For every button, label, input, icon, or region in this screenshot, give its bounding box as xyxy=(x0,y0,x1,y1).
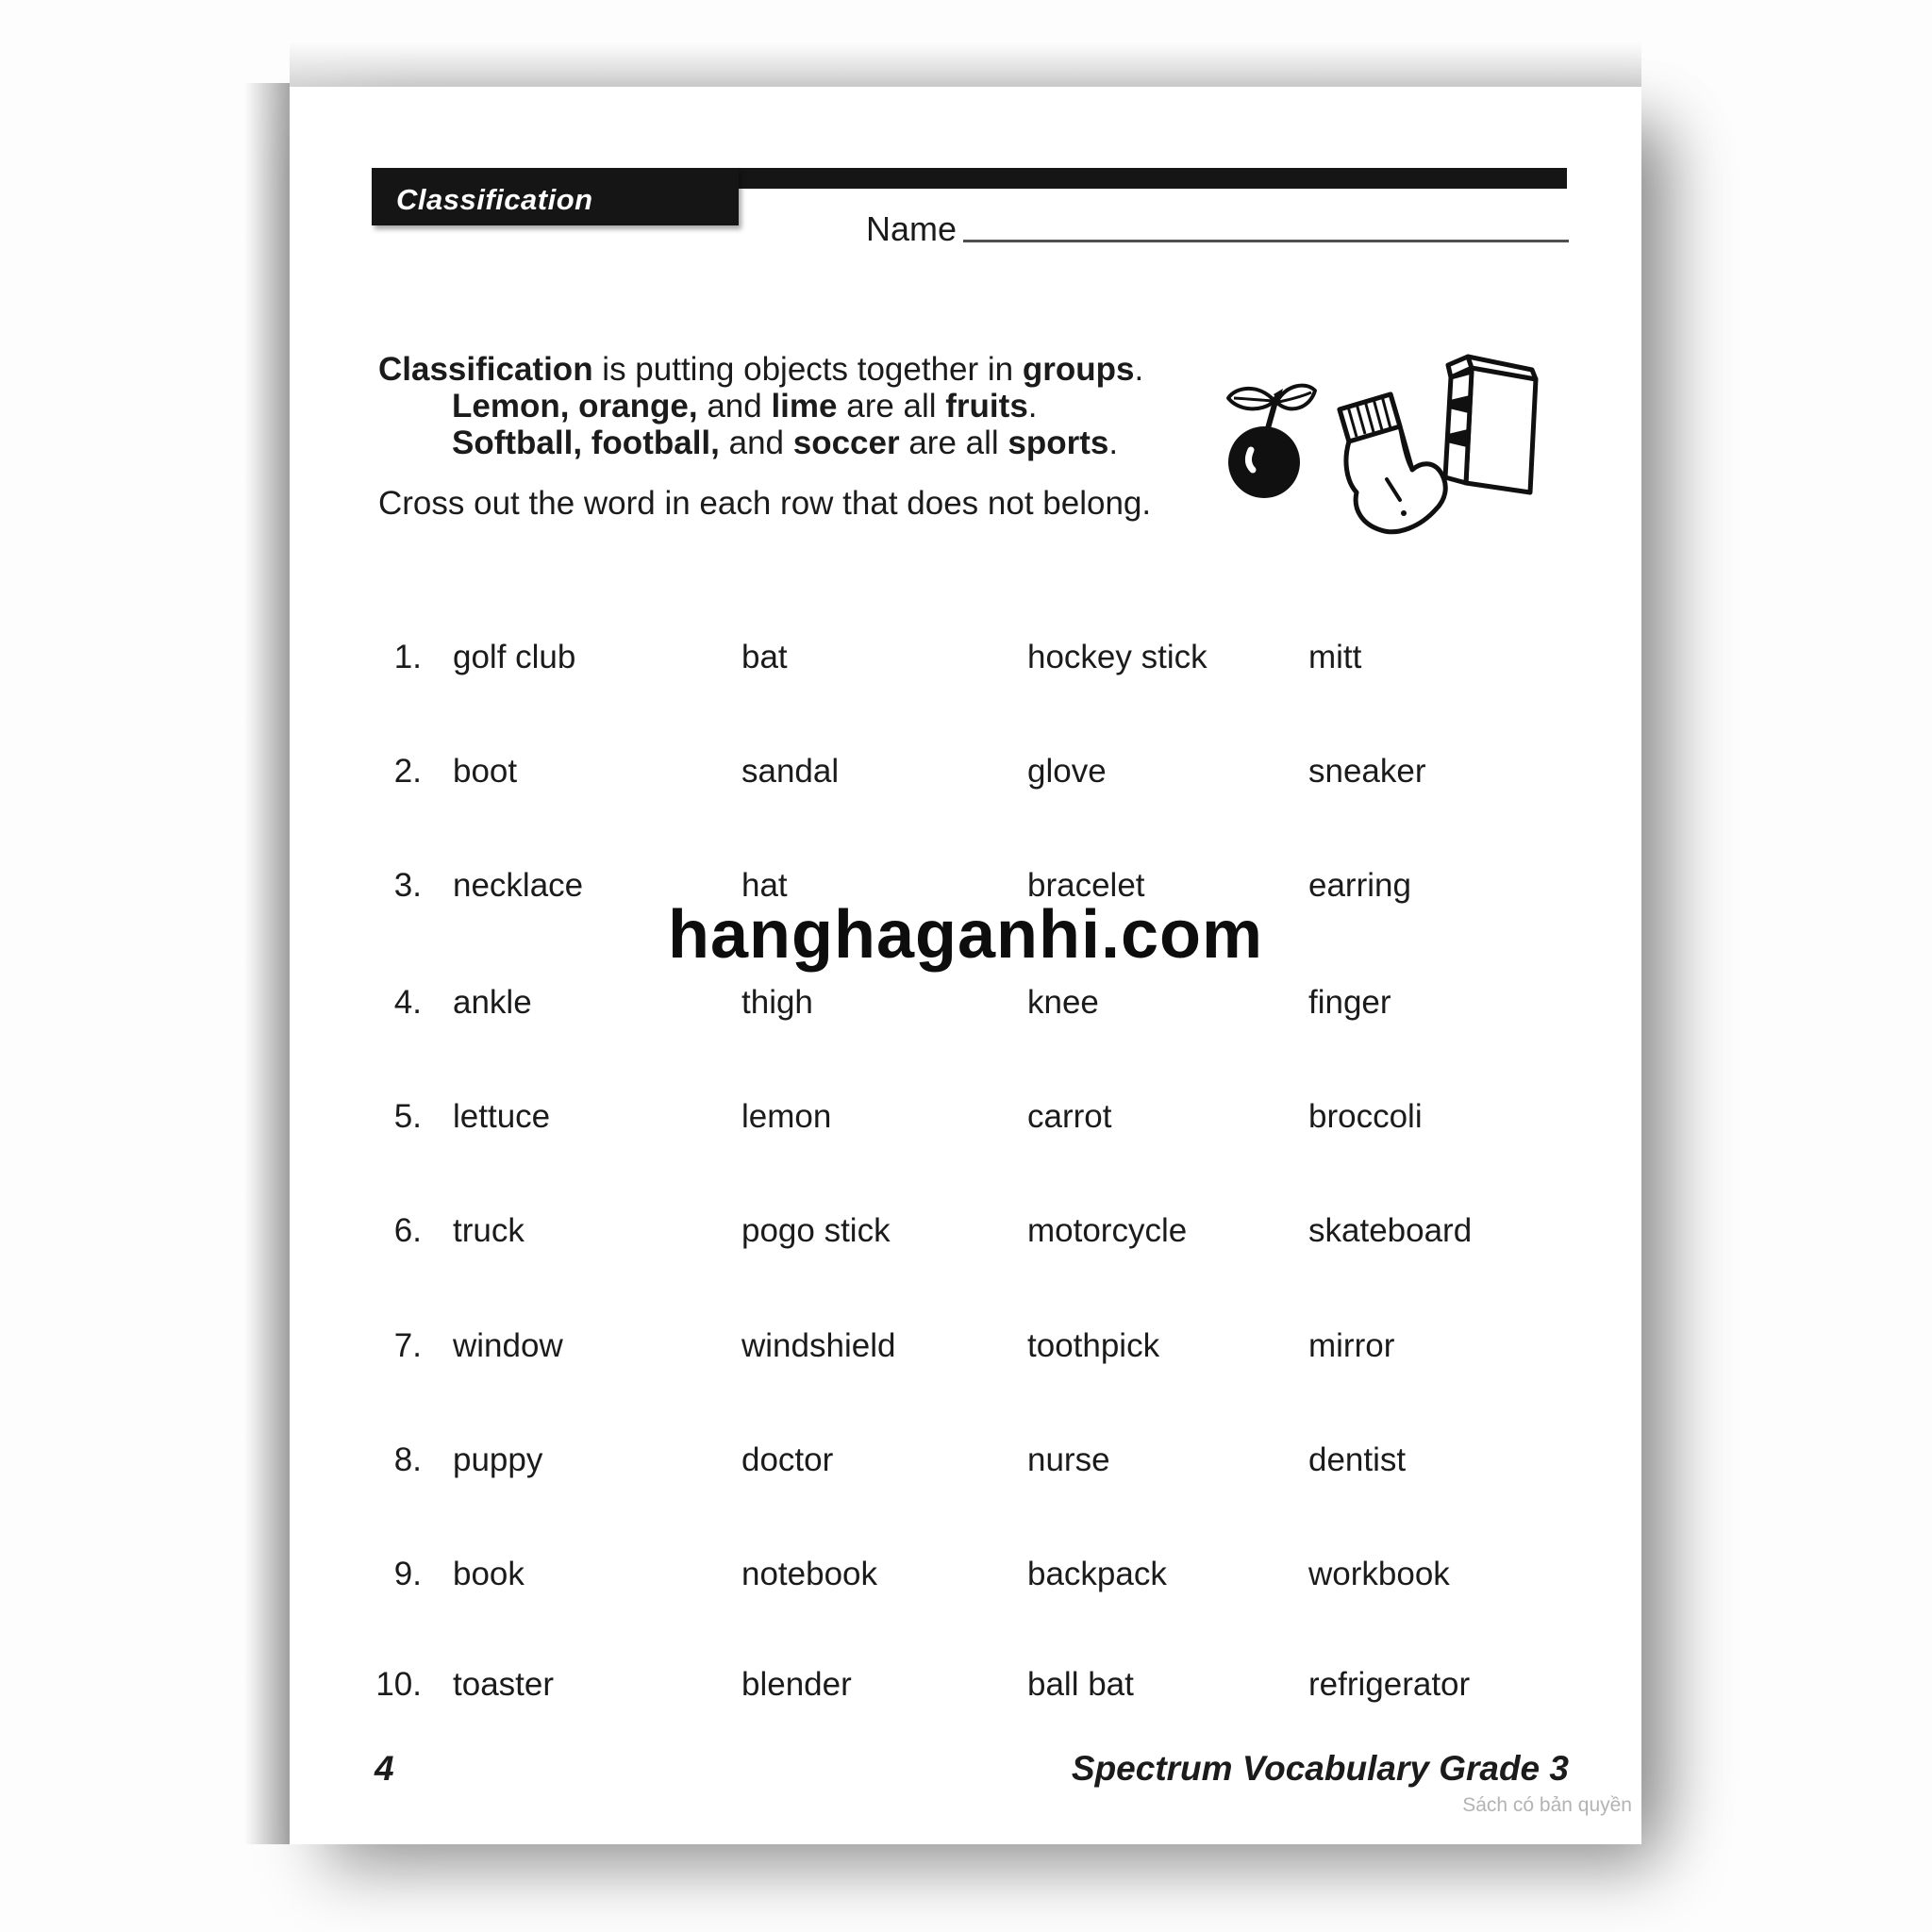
row-word: carrot xyxy=(1027,1098,1112,1135)
row-word: lettuce xyxy=(453,1098,551,1135)
row-word: broccoli xyxy=(1308,1098,1423,1135)
row-word: notebook xyxy=(741,1556,878,1592)
sock-icon xyxy=(1340,394,1445,532)
section-tab xyxy=(372,168,739,225)
row-word: sneaker xyxy=(1308,753,1426,790)
intro-text-segment: and xyxy=(697,388,772,425)
word-row xyxy=(290,1441,1641,1483)
intro-text-segment: and xyxy=(719,425,793,461)
row-number: 8. xyxy=(393,1441,422,1478)
word-row xyxy=(290,984,1641,1025)
row-word: ball bat xyxy=(1027,1666,1134,1703)
instruction-text: Cross out the word in each row that does not belong. xyxy=(378,485,1152,522)
row-word: mirror xyxy=(1308,1327,1395,1364)
row-word: ankle xyxy=(453,984,532,1021)
row-word: toothpick xyxy=(1027,1327,1160,1364)
row-number: 1. xyxy=(393,639,422,675)
word-row xyxy=(290,1327,1641,1369)
word-row xyxy=(290,1098,1641,1140)
row-word: skateboard xyxy=(1308,1212,1473,1249)
copyright-note: Sách có bản quyền xyxy=(1462,1794,1632,1816)
page-left-shadow xyxy=(244,83,290,1844)
intro-line-1 xyxy=(378,351,1143,389)
row-word: bracelet xyxy=(1027,867,1145,904)
intro-text-segment: Classification xyxy=(378,351,593,388)
row-word: pogo stick xyxy=(741,1212,891,1249)
word-row xyxy=(290,1556,1641,1597)
intro-text-segment: Softball, football, xyxy=(452,425,720,461)
row-word: hat xyxy=(741,867,788,904)
book-icon xyxy=(1445,357,1536,492)
row-word: book xyxy=(453,1556,525,1592)
intro-text-segment: fruits xyxy=(945,388,1028,425)
name-label: Name xyxy=(866,209,958,248)
row-word: blender xyxy=(741,1666,852,1703)
row-number: 6. xyxy=(393,1212,422,1249)
intro-text-segment: Lemon, orange, xyxy=(452,388,698,425)
intro-line-2 xyxy=(452,388,1038,425)
word-row xyxy=(290,1666,1641,1707)
row-word: mitt xyxy=(1308,639,1362,675)
row-word: golf club xyxy=(453,639,576,675)
row-word: glove xyxy=(1027,753,1107,790)
intro-text-segment: . xyxy=(1027,388,1038,425)
row-word: toaster xyxy=(453,1666,554,1703)
row-word: lemon xyxy=(741,1098,832,1135)
row-word: dentist xyxy=(1308,1441,1407,1478)
row-word: backpack xyxy=(1027,1556,1167,1592)
row-word: doctor xyxy=(741,1441,834,1478)
book-title: Spectrum Vocabulary Grade 3 xyxy=(1071,1749,1569,1788)
row-number: 7. xyxy=(393,1327,422,1364)
row-number: 9. xyxy=(393,1556,422,1592)
row-word: thigh xyxy=(741,984,813,1021)
intro-text-segment: groups xyxy=(1022,351,1135,388)
row-word: earring xyxy=(1308,867,1411,904)
page-footer xyxy=(375,1749,1569,1789)
row-number: 5. xyxy=(393,1098,422,1135)
row-word: nurse xyxy=(1027,1441,1110,1478)
row-word: windshield xyxy=(741,1327,896,1364)
page-number: 4 xyxy=(375,1749,394,1788)
row-word: window xyxy=(453,1327,563,1364)
page-top-shadow xyxy=(290,42,1641,87)
intro-text-segment: are all xyxy=(837,388,946,425)
row-word: workbook xyxy=(1308,1556,1450,1592)
intro-text-segment: is putting objects together in xyxy=(592,351,1023,388)
watermark-text: hanghaganhi.com xyxy=(667,897,1264,973)
intro-text-segment: . xyxy=(1134,351,1144,388)
row-number: 3. xyxy=(393,867,422,904)
row-number: 10. xyxy=(375,1666,422,1703)
row-word: knee xyxy=(1027,984,1099,1021)
intro-text-segment: sports xyxy=(1008,425,1109,461)
row-word: sandal xyxy=(741,753,840,790)
row-number: 4. xyxy=(393,984,422,1021)
word-row xyxy=(290,753,1641,794)
row-word: puppy xyxy=(453,1441,543,1478)
word-row xyxy=(290,1212,1641,1254)
intro-line-3 xyxy=(452,425,1118,462)
name-blank-line xyxy=(963,240,1569,242)
row-word: truck xyxy=(453,1212,525,1249)
row-word: bat xyxy=(741,639,788,675)
row-word: finger xyxy=(1308,984,1391,1021)
intro-text-segment: . xyxy=(1108,425,1119,461)
section-tab-label: Classification xyxy=(396,183,593,216)
row-number: 2. xyxy=(393,753,422,790)
row-word: necklace xyxy=(453,867,584,904)
row-word: hockey stick xyxy=(1027,639,1208,675)
word-row xyxy=(290,639,1641,680)
row-word: motorcycle xyxy=(1027,1212,1188,1249)
intro-text-segment: lime xyxy=(771,388,838,425)
apple-icon xyxy=(1228,386,1315,498)
worksheet-page xyxy=(290,87,1641,1844)
clip-art-group xyxy=(1219,340,1554,547)
row-word: boot xyxy=(453,753,518,790)
intro-text-segment: soccer xyxy=(792,425,900,461)
intro-text-segment: are all xyxy=(899,425,1008,461)
row-word: refrigerator xyxy=(1308,1666,1471,1703)
